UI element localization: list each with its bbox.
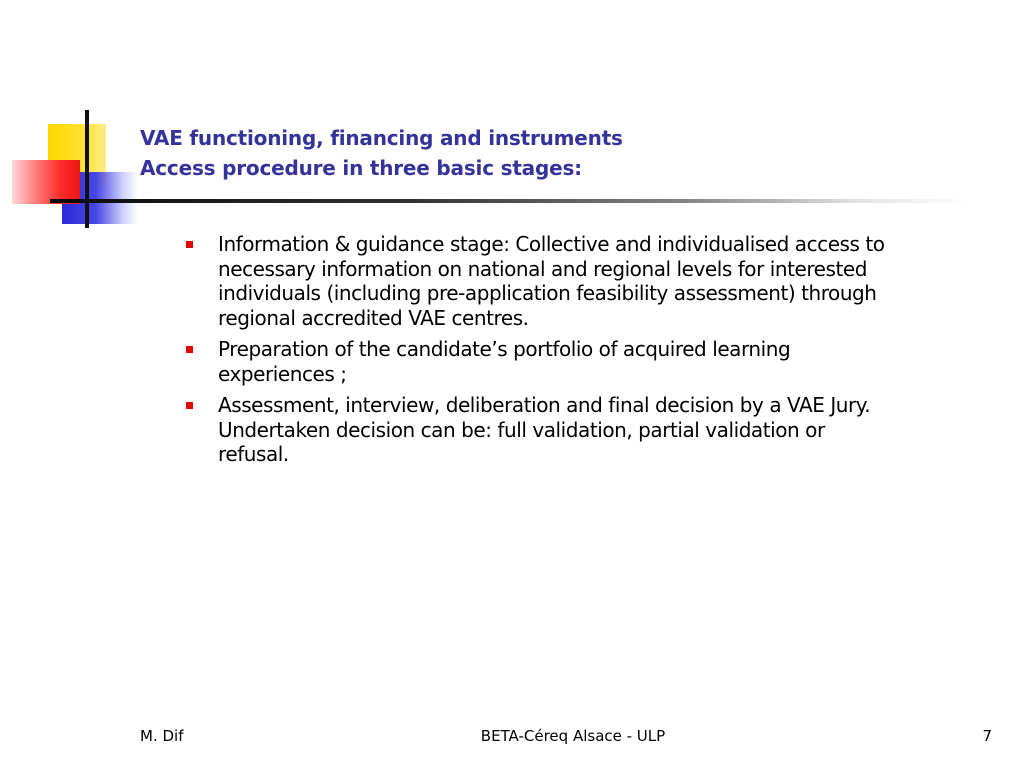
footer-page-number: 7 — [982, 727, 992, 745]
footer-author: M. Dif — [140, 727, 184, 745]
bullet-list — [186, 232, 886, 474]
decor-horizontal-rule — [50, 199, 970, 203]
square-bullet-icon — [186, 402, 193, 409]
decor-red-square — [12, 160, 80, 204]
slide-title: VAE functioning, financing and instruments — [140, 126, 623, 150]
bullet-item — [186, 337, 886, 386]
square-bullet-icon — [186, 241, 193, 248]
footer-organization: BETA-Céreq Alsace - ULP — [480, 727, 666, 745]
bullet-text: Information & guidance stage: Collective and individualised access to necessary information on national and regional levels for interested individuals (including pre-application feasibility assessment) through regional accredited VAE centres. — [218, 232, 885, 330]
bullet-text: Preparation of the candidate’s portfolio of acquired learning experiences ; — [218, 337, 791, 386]
bullet-text: Assessment, interview, deliberation and final decision by a VAE Jury. Undertaken decision can be: full validation, partial validation or refusal. — [218, 393, 871, 466]
bullet-item — [186, 232, 886, 330]
slide-subtitle: Access procedure in three basic stages: — [140, 156, 582, 180]
square-bullet-icon — [186, 346, 193, 353]
decor-vertical-line — [85, 110, 89, 228]
bullet-item — [186, 393, 886, 467]
